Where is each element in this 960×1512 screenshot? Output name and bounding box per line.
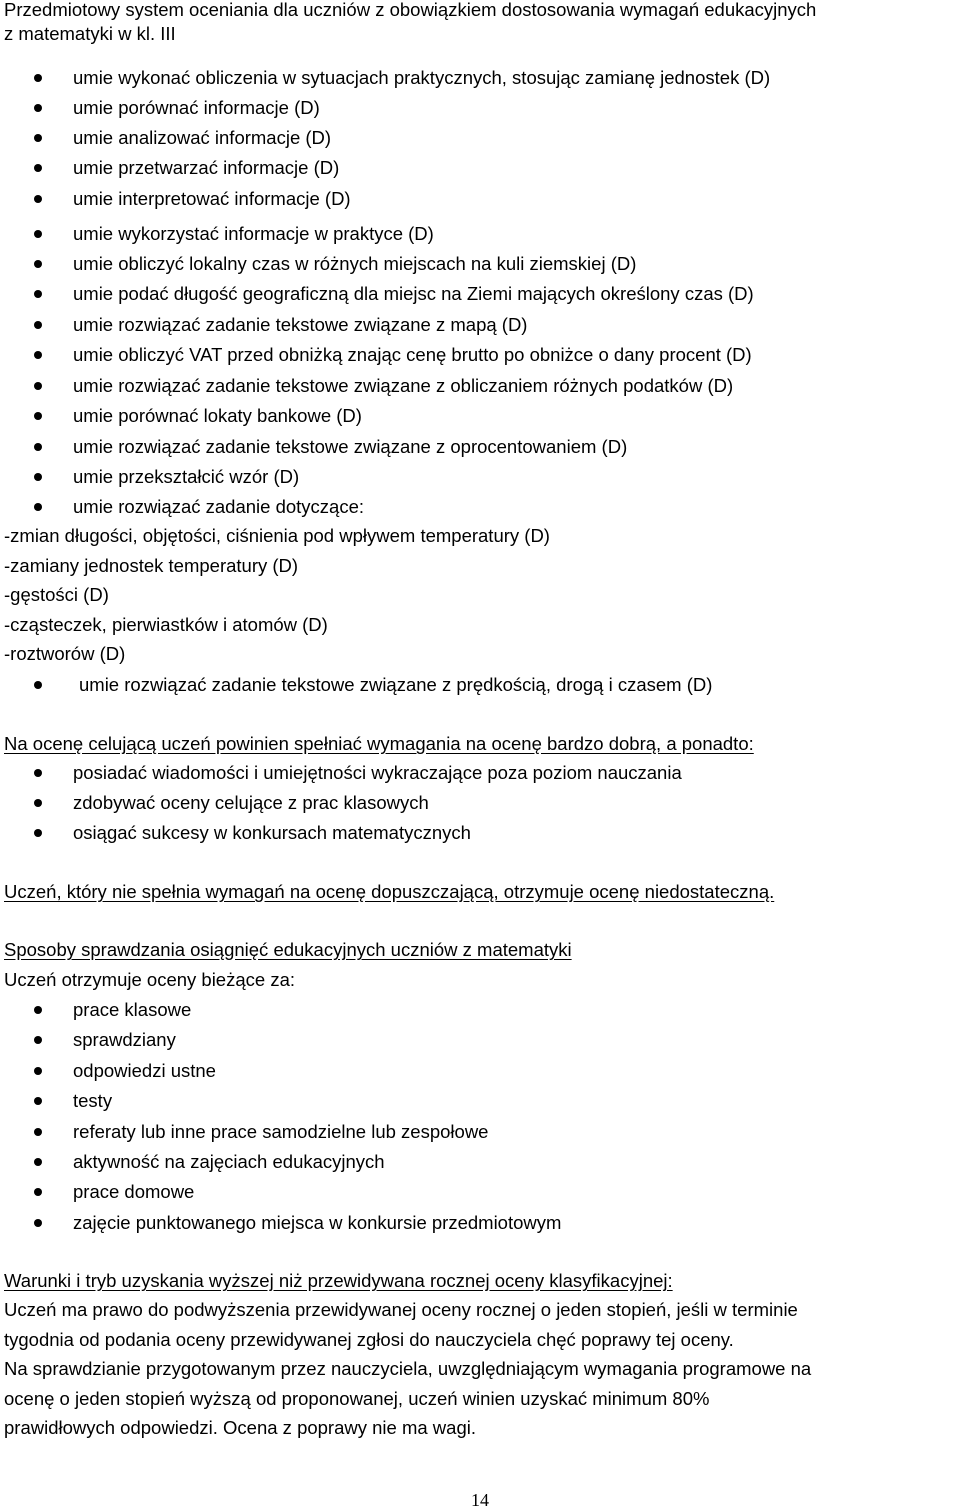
warunki-paragraph-line: tygodnia od podania oceny przewidywanej zgłosi do nauczyciela chęć poprawy tej oceny. [4,1329,734,1350]
bullet-icon [34,1188,42,1196]
bullet-icon [34,104,42,112]
bullet-icon [34,473,42,481]
niedostateczna-note: Uczeń, który nie spełnia wymagań na ocenę dopuszczającą, otrzymuje ocenę niedostateczną. [4,881,775,902]
sub-item: -zmian długości, objętości, ciśnienia pod wpływem temperatury (D) [4,525,550,546]
sposoby-heading: Sposoby sprawdzania osiągnięć edukacyjnych uczniów z matematyki [4,939,572,960]
sposoby-intro: Uczeń otrzymuje oceny bieżące za: [4,969,295,990]
sub-item: -gęstości (D) [4,584,109,605]
bullet-icon [34,134,42,142]
bullet-icon [34,195,42,203]
bullet-icon [34,74,42,82]
bullet-icon [34,1097,42,1105]
bullet-icon [34,1006,42,1014]
bullet-icon [34,769,42,777]
warunki-paragraph-line: Uczeń ma prawo do podwyższenia przewidywanej oceny rocznej o jeden stopień, jeśli w terminie [4,1299,798,1320]
bullet-icon [34,321,42,329]
bullet-icon [34,382,42,390]
bullet-icon [34,260,42,268]
sub-item: -cząsteczek, pierwiastków i atomów (D) [4,614,328,635]
bullet-icon [34,164,42,172]
warunki-heading: Warunki i tryb uzyskania wyższej niż przewidywana rocznej oceny klasyfikacyjnej: [4,1270,673,1291]
bullet-icon [34,230,42,238]
warunki-paragraph-line: prawidłowych odpowiedzi. Ocena z poprawy nie ma wagi. [4,1417,476,1438]
document-title-line-1: Przedmiotowy system oceniania dla uczniów z obowiązkiem dostosowania wymagań edukacyjnych [4,0,817,20]
warunki-paragraph-line: ocenę o jeden stopień wyższą od proponowanej, uczeń winien uzyskać minimum 80% [4,1388,710,1409]
bullet-icon [34,443,42,451]
sub-item: -zamiany jednostek temperatury (D) [4,555,299,576]
document-title-line-2: z matematyki w kl. III [4,23,176,44]
bullet-icon [34,799,42,807]
page-number: 14 [471,1490,489,1510]
bullet-icon [34,1219,42,1227]
warunki-paragraph-line: Na sprawdzianie przygotowanym przez nauczyciela, uwzględniającym wymagania programowe na [4,1358,812,1379]
bullet-icon [34,829,42,837]
bullet-icon [34,412,42,420]
bullet-icon [34,1158,42,1166]
bullet-icon [34,290,42,298]
bullet-icon [34,1128,42,1136]
bullet-icon [34,681,42,689]
bullet-icon [34,351,42,359]
bullet-icon [34,503,42,511]
celujaca-heading: Na ocenę celującą uczeń powinien spełniać wymagania na ocenę bardzo dobrą, a ponadto: [4,733,754,754]
document-page: Przedmiotowy system oceniania dla uczniów z obowiązkiem dostosowania wymagań edukacyjnych z matematyki w kl. III umie wykonać obliczenia w sytuacjach praktycznych, stosując zamianę jednostek (D) umie porównać informacje (D) umie analizować informacje (D) umie przetwarzać informacje (D) umie interpretować informacje (D) umie wykorzystać informacje w praktyce (D) umie obliczyć lokalny czas w różnych miejscach na kuli ziemskiej (D) umie podać długość geograficzną dla miejsc na Ziemi mających określony czas (D) umie rozwiązać zadanie tekstowe związane z mapą (D) umie obliczyć VAT przed obniżką znając cenę brutto po obniżce o dany procent (D) umie rozwiązać zadanie tekstowe związane z obliczaniem różnych podatków (D) umie porównać lokaty bankowe (D) umie rozwiązać zadanie tekstowe związane z oprocentowaniem (D) umie przekształcić wzór (D) umie rozwiązać zadanie dotyczące: -zmian długości, objętości, ciśnienia pod wpływem temperatury (D) -zamiany jednostek temperatury (D) -gęstości (D) -cząsteczek, pierwiastków i atomów (D) -roztworów (D) umie rozwiązać zadanie tekstowe związane z prędkością, drogą i czasem (D) Na ocenę celującą uczeń powinien spełniać wymagania na ocenę bardzo dobrą, a ponadto: posiadać wiadomości i umiejętności wykraczające poza poziom nauczania zdobywać oceny celujące z prac klasowych osiągać sukcesy w konkursach matematycznych Uczeń, który nie spełnia wymagań na ocenę dopuszczającą, otrzymuje ocenę niedostateczną. Sposoby sprawdzania osiągnięć edukacyjnych uczniów z matematyki Uczeń otrzymuje oceny bieżące za: prace klasowe sprawdziany odpowiedzi ustne testy referaty lub inne prace samodzielne lub zespołowe aktywność na zajęciach edukacyjnych prace domowe zajęcie punktowanego miejsca w konkursie przedmiotowym Warunki i tryb uzyskania wyższej niż przewidywana rocznej oceny klasyfikacyjnej: Uczeń ma prawo do podwyższenia przewidywanej oceny rocznej o jeden stopień, jeśli w terminie tygodnia od podania oceny przewidywanej zgłosi do nauczyciela chęć poprawy tej oceny. Na sprawdzianie przygotowanym przez nauczyciela, uwzględniającym wymagania programowe na ocenę o jeden stopień wyższą od proponowanej, uczeń winien uzyskać minimum 80% prawidłowych odpowiedzi. Ocena z poprawy nie ma wagi. 14 [0,0,960,1511]
sub-item: -roztworów (D) [4,643,126,664]
bullet-icon [34,1067,42,1075]
bullet-icon [34,1036,42,1044]
